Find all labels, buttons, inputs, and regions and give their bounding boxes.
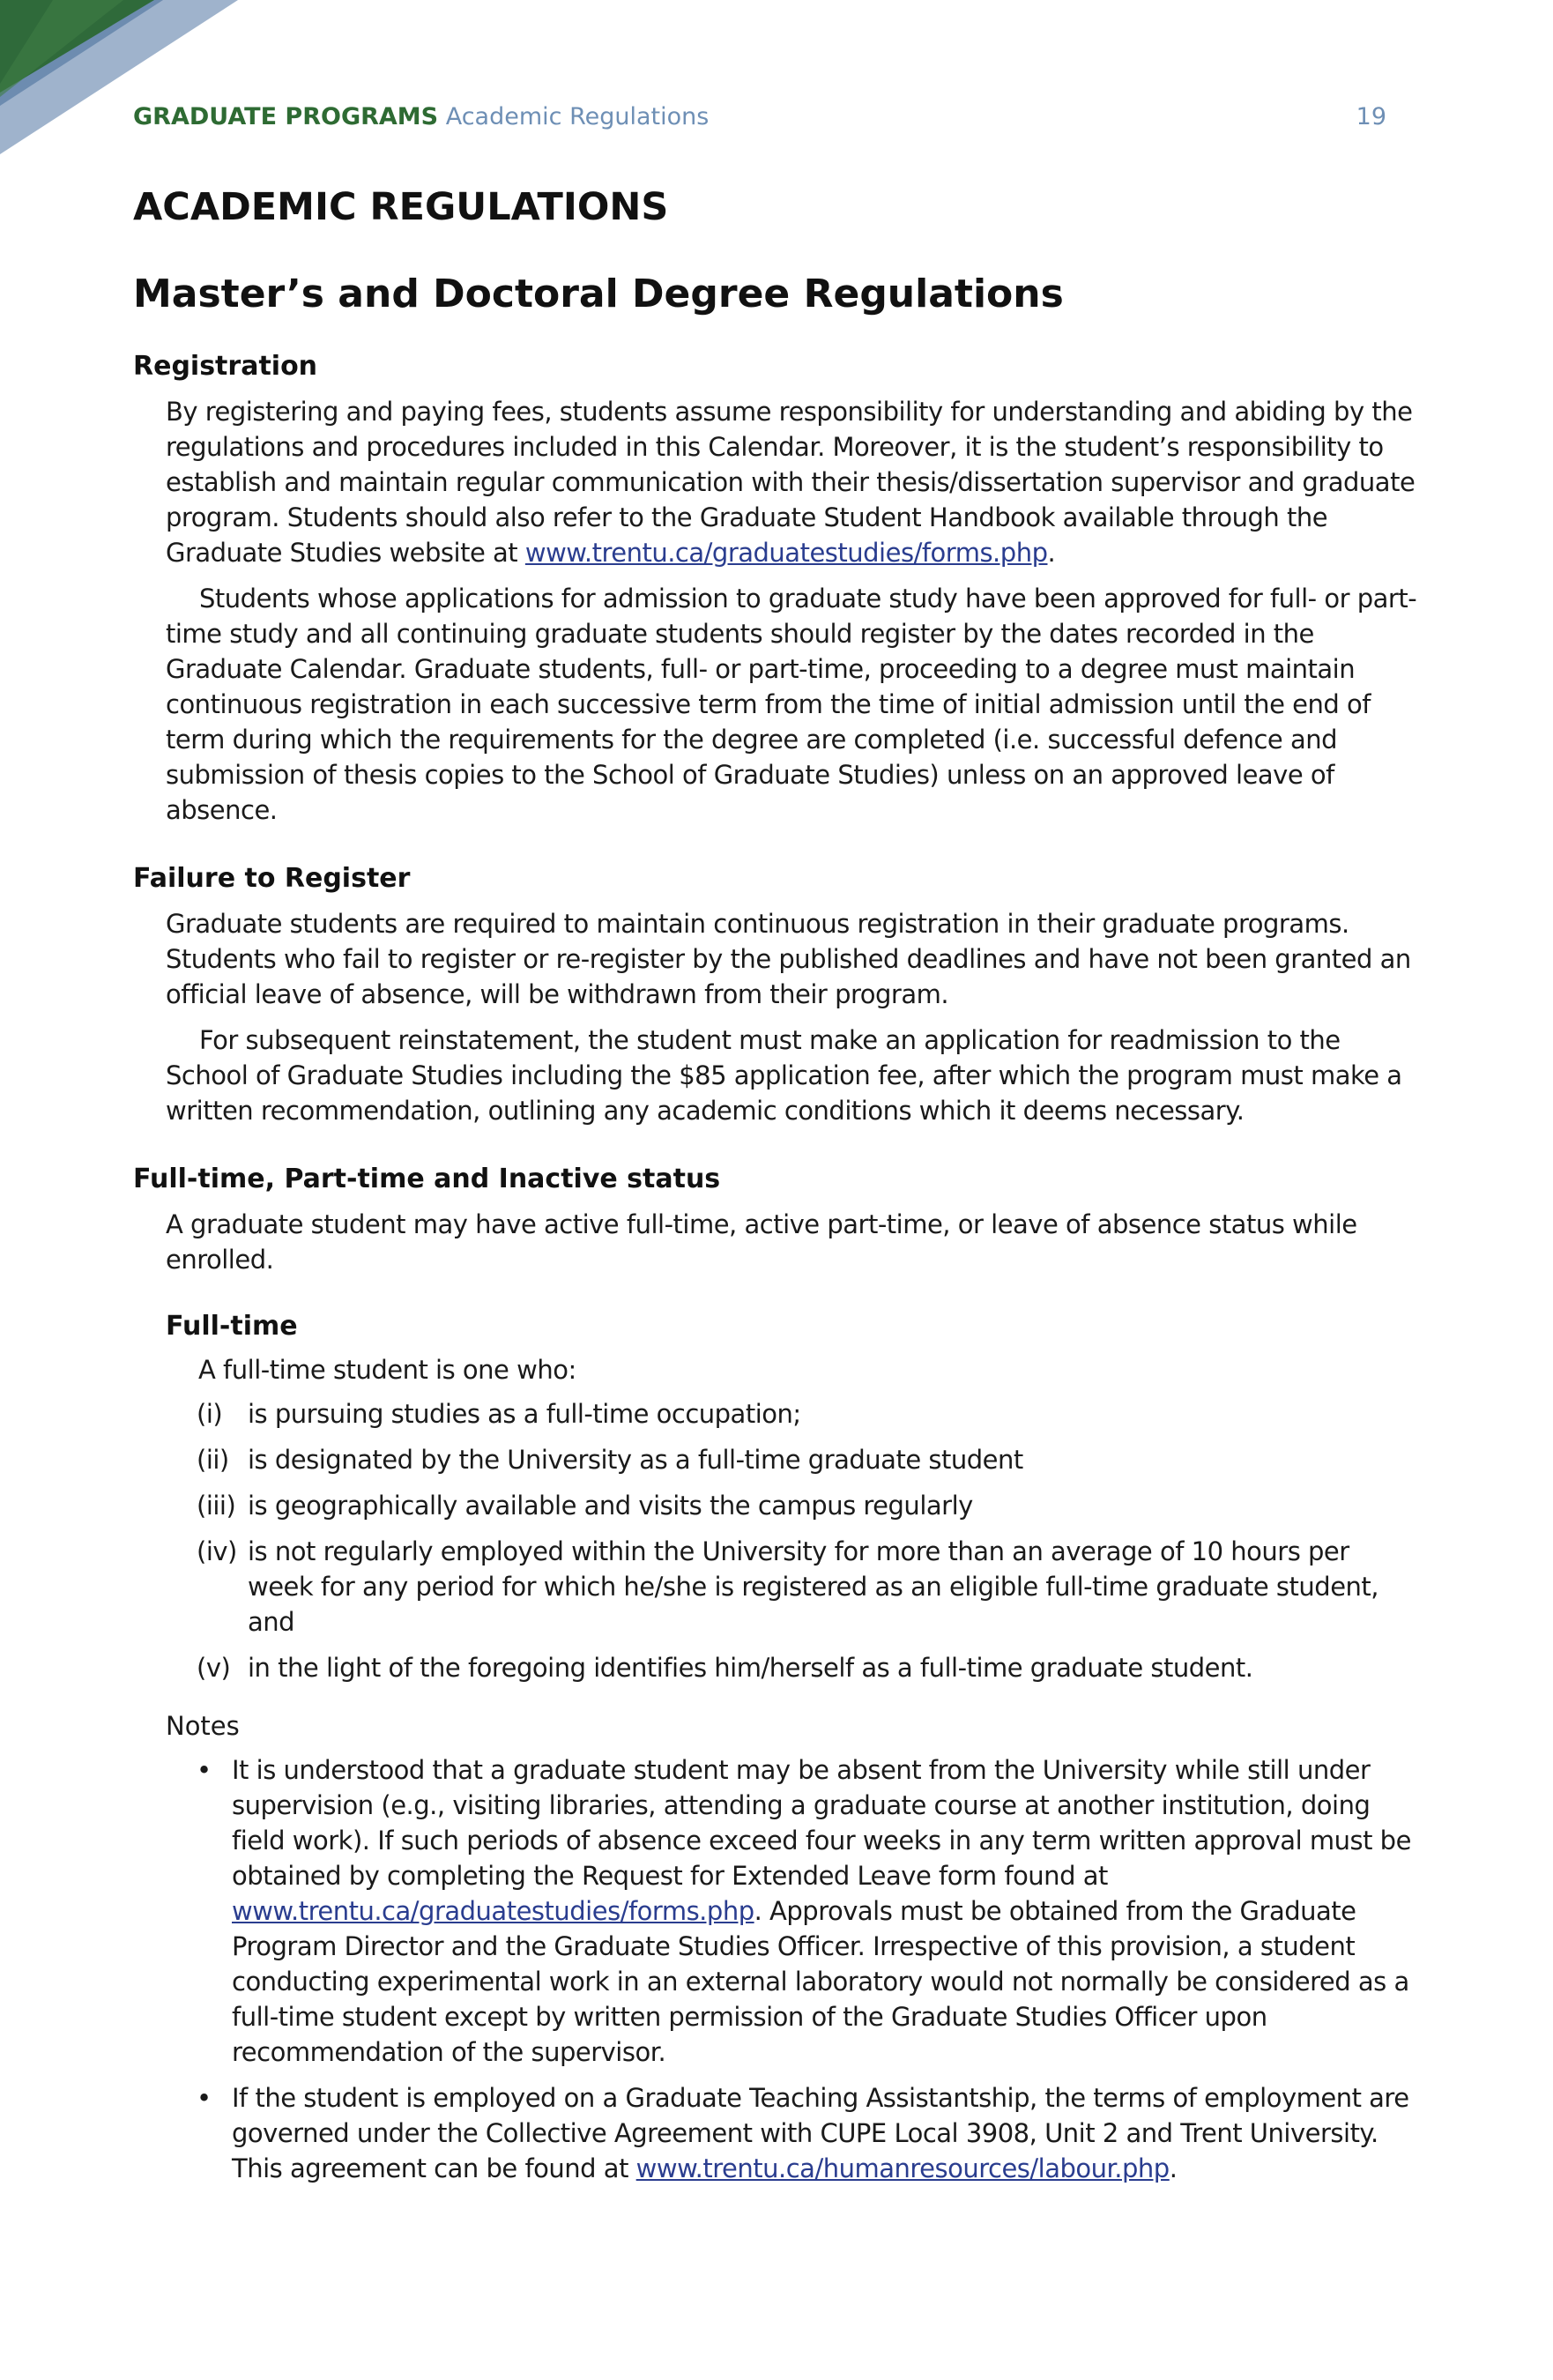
item-text: is geographically available and visits the campus regularly — [248, 1491, 973, 1521]
registration-paragraph-2: Students whose applications for admission to graduate study have been approved for full- or part-time study and all continuing graduate students should register by the dates recorded in the Graduate Calendar. Graduate students, full- or part-time, proceeding to a degree must maintain continuous registration in each successive term from the time of initial admission until the end of term during which the requirements for the degree are completed (i.e. successful defence and submission of thesis copies to the School of Graduate Studies) unless on an approved leave of absence. — [166, 584, 1417, 826]
list-item — [133, 1396, 1422, 1432]
item-number: (iv) — [197, 1536, 237, 1567]
labour-link[interactable]: www.trentu.ca/humanresources/labour.php — [635, 2153, 1170, 2184]
page-number: 19 — [1356, 103, 1386, 130]
note-item — [133, 1752, 1422, 2070]
list-item — [133, 1488, 1422, 1523]
fulltime-criteria-list — [133, 1396, 1422, 1685]
page-title: ACADEMIC REGULATIONS — [133, 185, 669, 229]
failure-paragraph-2: For subsequent reinstatement, the student must make an application for readmission to the School of Graduate Studies including the $85 application fee, after which the program must make a written recommendation, outlining any academic conditions which it deems necessary. — [166, 1025, 1402, 1127]
list-item — [133, 1650, 1422, 1685]
note-2-text: If the student is employed on a Graduate Teaching Assistantship, the terms of employment are governed under the Collective Agreement with CUPE Local 3908, Unit 2 and Trent University. This agreement can be found at — [232, 2083, 1409, 2184]
bullet-icon: • — [197, 1755, 212, 1786]
note-1-text: It is understood that a graduate student may be absent from the University while still under supervision (e.g., visiting libraries, attending a graduate course at another institution, doing field work). If such periods of absence exceed four weeks in any term written approval must be obtained by completing the Request for Extended Leave form found at — [232, 1755, 1411, 1892]
list-item — [133, 1534, 1422, 1640]
fulltime-intro: A full-time student is one who: — [198, 1355, 576, 1386]
failure-heading: Failure to Register — [133, 863, 411, 895]
status-paragraph: A graduate student may have active full-time, active part-time, or leave of absence status while enrolled. — [166, 1209, 1357, 1276]
header-section: GRADUATE PROGRAMS — [133, 103, 439, 130]
note-1-text-end: . Approvals must be obtained from the Graduate Program Director and the Graduate Studies Officer. Irrespective of this provision, a student conducting experimental work in an external laboratory would not normally be considered as a full-time student except by written permission of the Graduate Studies Officer upon recommendation of the supervisor. — [232, 1896, 1409, 2068]
item-number: (v) — [197, 1653, 231, 1684]
notes-list — [133, 1752, 1422, 2186]
item-text: is not regularly employed within the University for more than an average of 10 hours per week for any period for which he/she is registered as an eligible full-time graduate student, and — [248, 1536, 1379, 1638]
item-number: (i) — [197, 1399, 223, 1430]
status-section — [133, 1162, 1422, 2186]
note-2-text-end: . — [1169, 2153, 1178, 2184]
registration-p1-text: By registering and paying fees, students assume responsibility for understanding and abiding by the regulations and procedures included in this Calendar. Moreover, it is the student’s responsibility to establish and maintain regular communication with their thesis/dissertation supervisor and graduate program. Students should also refer to the Graduate Student Handbook available through the Graduate Studies website at — [166, 397, 1416, 569]
item-number: (ii) — [197, 1445, 229, 1476]
registration-heading: Registration — [133, 351, 318, 383]
page-content — [133, 185, 1422, 2197]
running-header — [133, 99, 1386, 136]
note-item — [133, 2080, 1422, 2186]
bullet-icon: • — [197, 2083, 212, 2114]
forms-link-notes[interactable]: www.trentu.ca/graduatestudies/forms.php — [232, 1896, 754, 1927]
status-heading: Full-time, Part-time and Inactive status — [133, 1164, 721, 1195]
registration-section — [133, 349, 1422, 828]
item-text: is designated by the University as a full-time graduate student — [248, 1445, 1023, 1476]
failure-section — [133, 861, 1422, 1128]
list-item — [133, 1442, 1422, 1477]
fulltime-heading: Full-time — [166, 1311, 298, 1342]
registration-paragraph-1 — [166, 394, 1422, 570]
forms-link[interactable]: www.trentu.ca/graduatestudies/forms.php — [524, 538, 1048, 569]
item-number: (iii) — [197, 1491, 236, 1521]
notes-label: Notes — [166, 1711, 240, 1742]
failure-paragraph-1: Graduate students are required to maintain continuous registration in their graduate programs. Students who fail to register or re-register by the published deadlines and have not been granted an official leave of absence, will be withdrawn from their program. — [166, 909, 1411, 1010]
item-text: in the light of the foregoing identifies him/herself as a full-time graduate student. — [248, 1653, 1253, 1684]
registration-p1-end: . — [1047, 538, 1056, 569]
page-subtitle: Master’s and Doctoral Degree Regulations — [133, 271, 1064, 316]
item-text: is pursuing studies as a full-time occupation; — [248, 1399, 801, 1430]
header-subsection: Academic Regulations — [445, 103, 710, 130]
